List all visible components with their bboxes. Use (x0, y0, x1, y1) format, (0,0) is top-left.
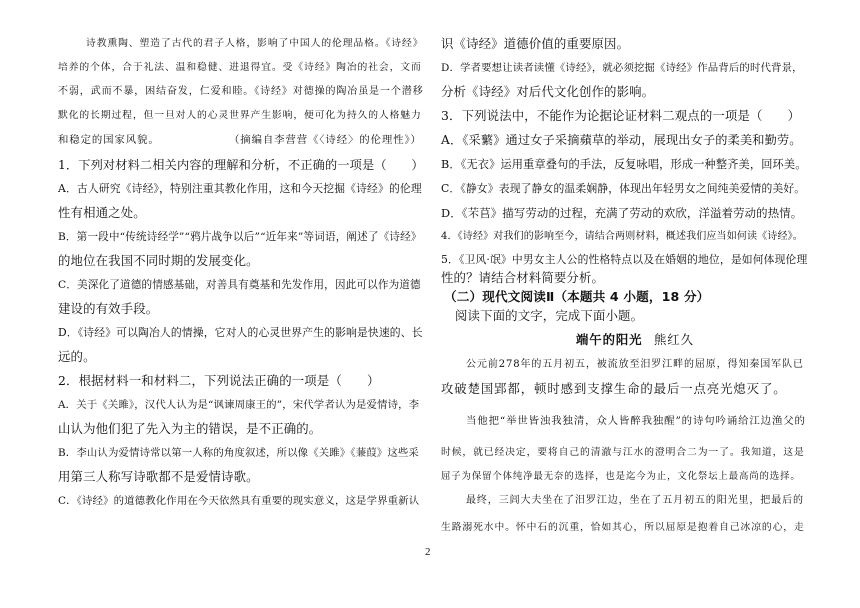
q3-option-d[interactable]: D．《芣苢》描写劳动的过程，充满了劳动的欢欣，洋溢着劳动的热情。 (441, 206, 803, 220)
q2-option-d-line-2: 分析《诗经》对后代文化创作的影响。 (441, 84, 655, 99)
question-5-line-2: 性的？请结合材料简要分析。 (441, 270, 605, 285)
question-2-stem: 2．根据材料一和材料二，下列说法正确的一项是（ ） (58, 373, 380, 388)
question-3-stem: 3．下列说法中，不能作为论据论证材料二观点的一项是（ ） (441, 108, 801, 123)
q3-option-b[interactable]: B．《无衣》运用重章叠句的手法，反复咏唱，形成一种整齐美，回环美。 (441, 158, 807, 171)
q1-option-c-line-2: 建设的有效手段。 (58, 301, 159, 316)
story-line-1: 公元前278年的五月初五，被流放至汨罗江畔的屈原，得知秦国军队已 (466, 359, 804, 370)
q2-option-a-line-1[interactable]: A．关于《关雎》，汉代人认为是“讽谏周康王的”，宋代学者认为是爱情诗，李 (58, 399, 420, 411)
q2-option-b-line-2: 用第三人称写诗歌都不是爱情诗歌。 (58, 469, 259, 484)
section-heading: （二）现代文阅读Ⅱ（本题共 4 小题，18 分） (444, 289, 710, 304)
intro-line-2: 培养的个体，合于礼法、温和稳健、进退得宜。受《诗经》陶冶的社会，文而 (58, 62, 422, 73)
q1-option-d-line-1[interactable]: D．《诗经》可以陶冶人的情操，它对人的心灵世界产生的影响是快速的、长 (58, 326, 423, 339)
page-number: 2 (425, 546, 431, 558)
intro-line-5-text: 和稳定的国家风貌。 (58, 134, 160, 146)
intro-line-5 (58, 132, 424, 148)
q2-option-c-line-2: 识《诗经》道德价值的重要原因。 (441, 36, 630, 51)
story-line-2: 攻破楚国郢都，顿时感到支撑生命的最后一点亮光熄灭了。 (441, 381, 787, 396)
q1-option-a-line-2: 性有相通之处。 (58, 205, 146, 220)
story-line-4: 时候，就已经决定，要将自己的清澈与江水的澄明合二为一了。我知道，这是 (441, 447, 805, 458)
q2-option-a-line-2: 山认为他们犯了先入为主的错误，是不正确的。 (58, 421, 322, 436)
q3-option-c[interactable]: C．《静女》表现了静女的温柔娴静，体现出年轻男女之间纯美爱情的美好。 (441, 182, 806, 195)
story-line-7: 生路溺死水中。怀中石的沉重，恰如其心，所以屈原是抱着自己冰凉的心，走 (441, 522, 805, 533)
reading-instruction: 阅读下面的文字，完成下面小题。 (455, 308, 644, 323)
q1-option-b-line-1[interactable]: B．第一段中“传统诗经学”“鸦片战争以后”“近年来”等词语，阐述了《诗经》 (58, 231, 422, 243)
source-citation: （摘编自李营营《〈诗经〉的伦理性》） (229, 134, 422, 146)
story-line-3: 当他把“举世皆浊我独清，众人皆醉我独醒”的诗句吟诵给江边渔父的 (466, 415, 806, 427)
q1-option-c-line-1[interactable]: C．美深化了道德的情感基础，对善具有奠基和先发作用，因此可以作为道德 (58, 279, 421, 291)
question-4: 4．《诗经》对我们的影响至今，请结合两则材料，概述我们应当如何读《诗经》。 (441, 231, 803, 242)
story-line-6: 最终，三闾大夫坐在了汨罗江边，坐在了五月初五的阳光里，把最后的 (466, 495, 804, 506)
q3-option-a[interactable]: A．《采蘩》通过女子采摘蘋草的举动，展现出女子的柔美和勤劳。 (441, 133, 802, 147)
q1-option-d-line-2: 远的。 (58, 349, 96, 364)
intro-line-3: 不弱，武而不暴，困结奋发，仁爱和睦。《诗经》对德操的陶冶虽是一个潜移 (58, 86, 424, 97)
question-5-line-1: 5．《卫风·氓》中男女主人公的性格特点以及在婚姻的地位，是如何体现伦理 (441, 253, 808, 266)
intro-line-1: 诗教熏陶、塑造了古代的君子人格，影响了中国人的伦理品格。《诗经》 (86, 38, 424, 49)
story-title: 端午的阳光 (576, 332, 643, 347)
q1-option-a-line-1[interactable]: A．古人研究《诗经》，特别注重其教化作用，这和今天挖掘《诗经》的伦理 (58, 182, 422, 195)
q2-option-c-line-1[interactable]: C．《诗经》的道德教化作用在今天依然具有重要的现实意义，这是学界重新认 (58, 495, 420, 507)
q2-option-b-line-1[interactable]: B．李山认为爱情诗常以第一人称的角度叙述，所以像《关雎》《蒹葭》这些采 (58, 447, 419, 459)
q2-option-d-line-1[interactable]: D．学者要想让读者读懂《诗经》，就必须挖掘《诗经》作品背后的时代背景， (441, 62, 803, 74)
q1-option-b-line-2: 的地位在我国不同时期的发展变化。 (58, 253, 259, 268)
intro-line-4: 默化的长期过程，但一旦对人的心灵世界产生影响，便可化为持久的人格魅力 (58, 110, 422, 121)
question-1-stem: 1．下列对材料二相关内容的理解和分析，不正确的一项是（ ） (58, 158, 424, 172)
story-author: 熊红久 (654, 332, 694, 347)
story-line-5: 屈子为保留个体纯净最无奈的选择，也是迄今为止，文化祭坛上最高尚的选择。 (441, 471, 801, 482)
